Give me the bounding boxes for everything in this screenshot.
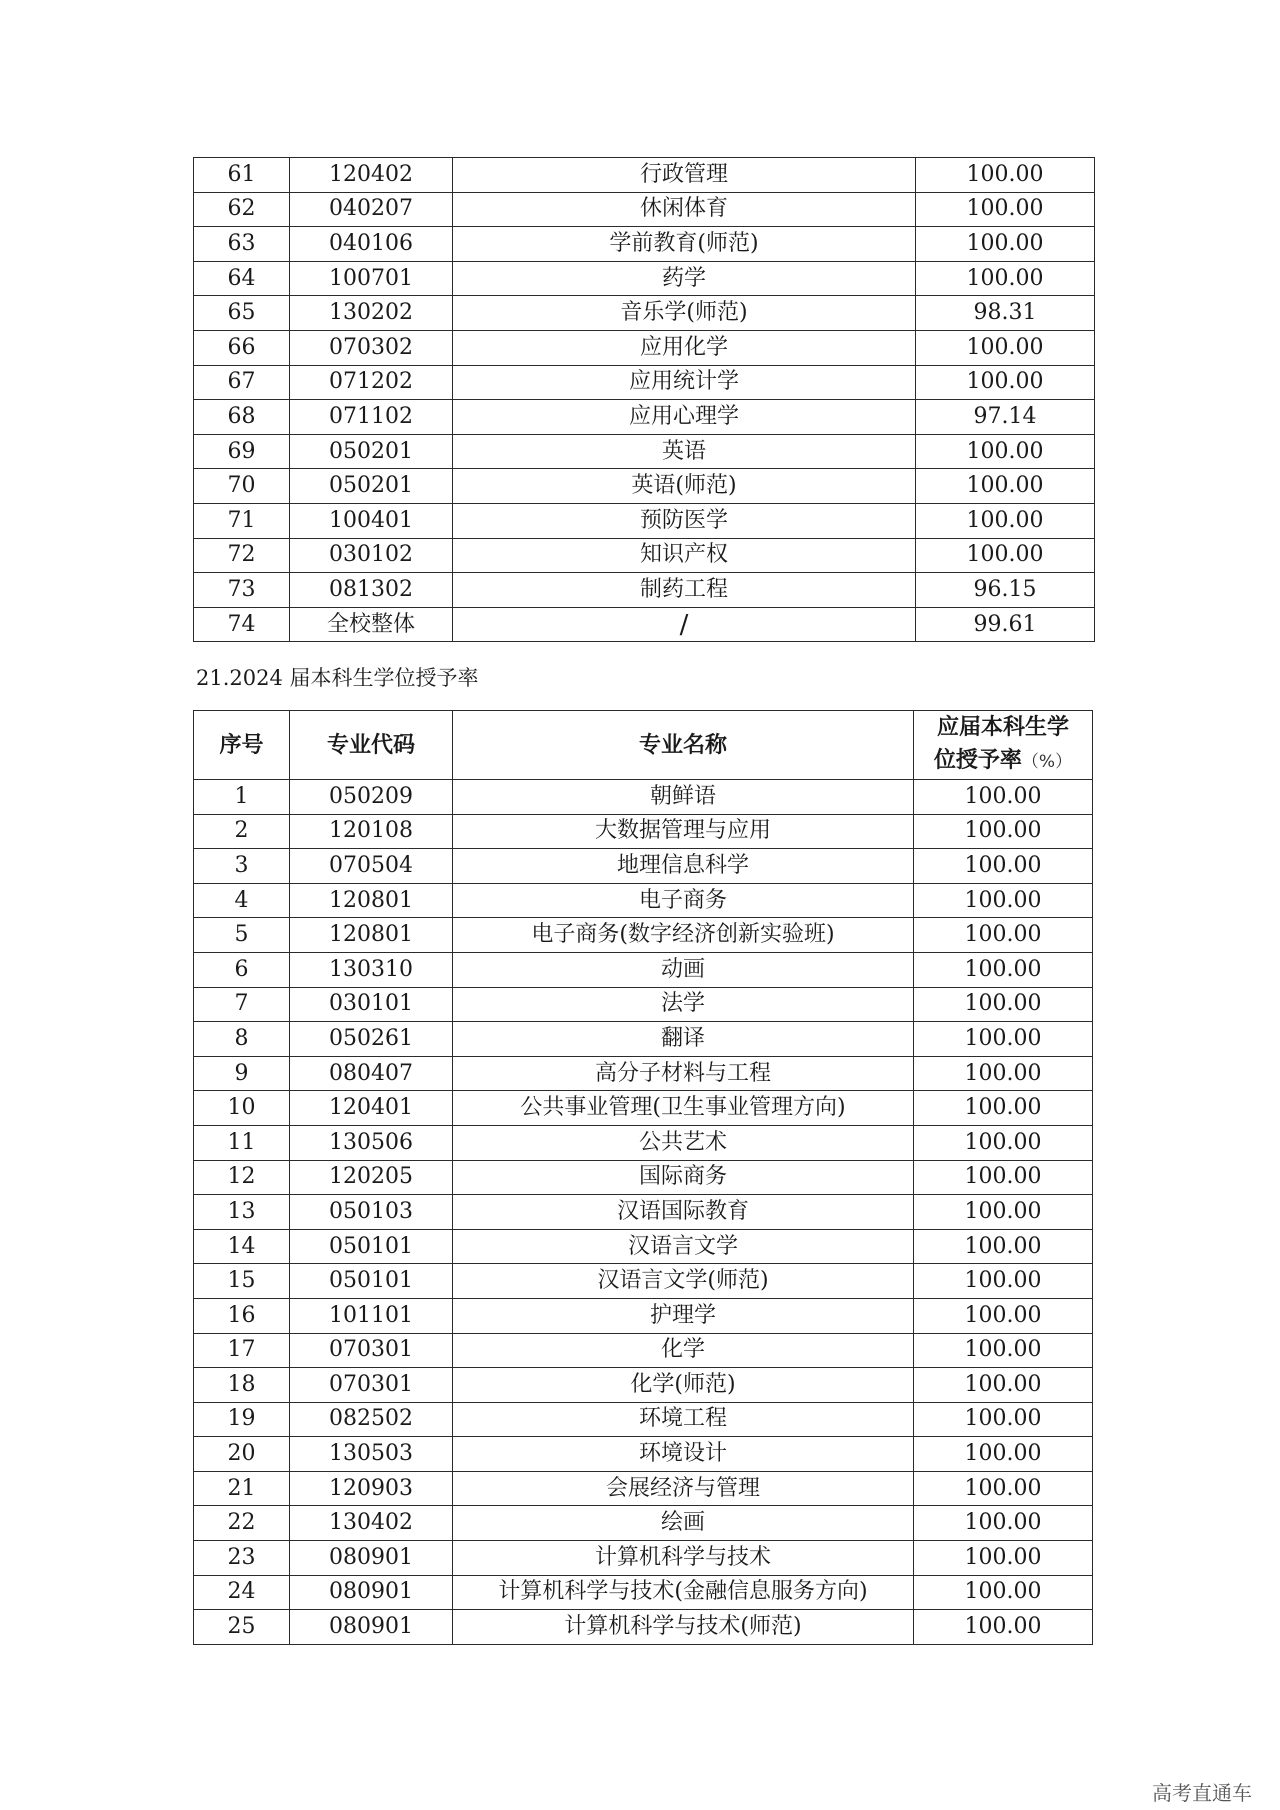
cell-name: 计算机科学与技术(师范)	[453, 1610, 914, 1645]
cell-no: 14	[194, 1229, 290, 1264]
table-row	[194, 400, 1095, 435]
cell-no: 11	[194, 1125, 290, 1160]
cell-rate: 100.00	[914, 1229, 1093, 1264]
cell-no: 2	[194, 814, 290, 849]
cell-name: 电子商务(数字经济创新实验班)	[453, 918, 914, 953]
cell-code: 130402	[290, 1506, 453, 1541]
header-rate-unit: （%）	[1021, 752, 1073, 772]
cell-name: 汉语国际教育	[453, 1195, 914, 1230]
cell-code: 082502	[290, 1402, 453, 1437]
cell-no: 7	[194, 987, 290, 1022]
cell-code: 030101	[290, 987, 453, 1022]
cell-rate: 100.00	[914, 1368, 1093, 1403]
cell-rate: 97.14	[916, 400, 1095, 435]
cell-rate: 100.00	[916, 261, 1095, 296]
cell-rate: 100.00	[914, 780, 1093, 815]
cell-no: 25	[194, 1610, 290, 1645]
previous-table-body	[194, 158, 1095, 642]
cell-code: 050101	[290, 1264, 453, 1299]
cell-name: 动画	[453, 952, 914, 987]
cell-code: 070302	[290, 330, 453, 365]
cell-no: 15	[194, 1264, 290, 1299]
header-row	[194, 711, 1093, 780]
cell-no: 62	[194, 192, 290, 227]
table-row	[194, 1091, 1093, 1126]
table-row	[194, 296, 1095, 331]
cell-code: 030102	[290, 538, 453, 573]
table-row	[194, 434, 1095, 469]
table-row	[194, 330, 1095, 365]
cell-no: 16	[194, 1298, 290, 1333]
header-rate-line2: 位授予率	[933, 748, 1022, 773]
cell-rate: 100.00	[914, 1506, 1093, 1541]
cell-name: 高分子材料与工程	[453, 1056, 914, 1091]
cell-code: 080901	[290, 1575, 453, 1610]
table-row	[194, 1056, 1093, 1091]
cell-code: 050201	[290, 434, 453, 469]
cell-name: 英语(师范)	[453, 469, 916, 504]
cell-no: 3	[194, 849, 290, 884]
cell-code: 130202	[290, 296, 453, 331]
cell-name: 行政管理	[453, 158, 916, 193]
cell-name: 知识产权	[453, 538, 916, 573]
cell-code: 120108	[290, 814, 453, 849]
cell-code: 120801	[290, 883, 453, 918]
cell-name: 国际商务	[453, 1160, 914, 1195]
cell-no: 72	[194, 538, 290, 573]
cell-name: 环境工程	[453, 1402, 914, 1437]
cell-rate: 100.00	[914, 1056, 1093, 1091]
cell-rate: 100.00	[914, 918, 1093, 953]
cell-rate: 100.00	[916, 227, 1095, 262]
cell-name: 计算机科学与技术(金融信息服务方向)	[453, 1575, 914, 1610]
cell-code: 050261	[290, 1022, 453, 1057]
cell-rate: 100.00	[914, 1022, 1093, 1057]
cell-code: 100701	[290, 261, 453, 296]
table-row	[194, 573, 1095, 608]
cell-name: 翻译	[453, 1022, 914, 1057]
cell-no: 6	[194, 952, 290, 987]
cell-name: 地理信息科学	[453, 849, 914, 884]
table-row	[194, 192, 1095, 227]
table-row	[194, 1368, 1093, 1403]
cell-code: 070301	[290, 1333, 453, 1368]
table-row	[194, 1437, 1093, 1472]
cell-name: 汉语言文学	[453, 1229, 914, 1264]
table-row	[194, 780, 1093, 815]
cell-rate: 100.00	[914, 1125, 1093, 1160]
header-rate	[914, 711, 1093, 780]
cell-code: 071102	[290, 400, 453, 435]
total-cell-code: 全校整体	[290, 607, 453, 642]
cell-code: 120205	[290, 1160, 453, 1195]
cell-no: 66	[194, 330, 290, 365]
cell-rate: 100.00	[916, 192, 1095, 227]
cell-name: 应用统计学	[453, 365, 916, 400]
cell-rate: 98.31	[916, 296, 1095, 331]
cell-no: 64	[194, 261, 290, 296]
cell-no: 67	[194, 365, 290, 400]
cell-rate: 100.00	[916, 469, 1095, 504]
header-name: 专业名称	[453, 711, 914, 780]
table-row	[194, 503, 1095, 538]
section-caption: 21.2024 届本科生学位授予率	[196, 666, 479, 690]
cell-code: 070301	[290, 1368, 453, 1403]
cell-no: 1	[194, 780, 290, 815]
cell-no: 13	[194, 1195, 290, 1230]
cell-name: 电子商务	[453, 883, 914, 918]
table-row	[194, 227, 1095, 262]
cell-rate: 100.00	[914, 987, 1093, 1022]
cell-name: 药学	[453, 261, 916, 296]
table-row	[194, 1575, 1093, 1610]
total-cell-rate: 99.61	[916, 607, 1095, 642]
table-row	[194, 1610, 1093, 1645]
cell-name: 大数据管理与应用	[453, 814, 914, 849]
cell-no: 73	[194, 573, 290, 608]
cell-name: 预防医学	[453, 503, 916, 538]
cell-code: 080901	[290, 1610, 453, 1645]
table-row	[194, 1264, 1093, 1299]
cell-no: 70	[194, 469, 290, 504]
cell-code: 120903	[290, 1471, 453, 1506]
cell-code: 050201	[290, 469, 453, 504]
cell-code: 120402	[290, 158, 453, 193]
table-row	[194, 261, 1095, 296]
table-row	[194, 849, 1093, 884]
cell-no: 17	[194, 1333, 290, 1368]
table-row	[194, 1333, 1093, 1368]
cell-rate: 100.00	[914, 1160, 1093, 1195]
cell-code: 120401	[290, 1091, 453, 1126]
cell-code: 050209	[290, 780, 453, 815]
cell-rate: 100.00	[914, 883, 1093, 918]
cell-name: 制药工程	[453, 573, 916, 608]
header-rate-line1: 应届本科生学	[936, 715, 1069, 740]
cell-rate: 100.00	[914, 814, 1093, 849]
table-row	[194, 158, 1095, 193]
cell-no: 20	[194, 1437, 290, 1472]
cell-rate: 96.15	[916, 573, 1095, 608]
cell-name: 公共艺术	[453, 1125, 914, 1160]
table-row	[194, 1125, 1093, 1160]
cell-code: 100401	[290, 503, 453, 538]
table-row	[194, 987, 1093, 1022]
degree-award-rate-table	[193, 710, 1093, 1645]
cell-rate: 100.00	[914, 1333, 1093, 1368]
cell-code: 050101	[290, 1229, 453, 1264]
cell-code: 080407	[290, 1056, 453, 1091]
cell-no: 21	[194, 1471, 290, 1506]
cell-rate: 100.00	[914, 1402, 1093, 1437]
table-row	[194, 1402, 1093, 1437]
cell-rate: 100.00	[916, 365, 1095, 400]
cell-no: 23	[194, 1541, 290, 1576]
cell-rate: 100.00	[916, 158, 1095, 193]
table-row	[194, 538, 1095, 573]
cell-rate: 100.00	[914, 1541, 1093, 1576]
cell-no: 8	[194, 1022, 290, 1057]
cell-code: 071202	[290, 365, 453, 400]
cell-rate: 100.00	[916, 434, 1095, 469]
cell-no: 61	[194, 158, 290, 193]
table-row	[194, 883, 1093, 918]
table-row	[194, 1229, 1093, 1264]
cell-rate: 100.00	[914, 1610, 1093, 1645]
cell-no: 71	[194, 503, 290, 538]
cell-name: 汉语言文学(师范)	[453, 1264, 914, 1299]
table-row	[194, 1471, 1093, 1506]
cell-name: 会展经济与管理	[453, 1471, 914, 1506]
header-code: 专业代码	[290, 711, 453, 780]
cell-no: 4	[194, 883, 290, 918]
table-row	[194, 1022, 1093, 1057]
cell-rate: 100.00	[914, 1437, 1093, 1472]
table-header	[194, 711, 1093, 780]
cell-no: 19	[194, 1402, 290, 1437]
cell-code: 081302	[290, 573, 453, 608]
cell-no: 65	[194, 296, 290, 331]
table-row	[194, 469, 1095, 504]
cell-name: 法学	[453, 987, 914, 1022]
cell-rate: 100.00	[916, 538, 1095, 573]
header-no: 序号	[194, 711, 290, 780]
cell-code: 130310	[290, 952, 453, 987]
table-row	[194, 1298, 1093, 1333]
table-row	[194, 1541, 1093, 1576]
table-row	[194, 1160, 1093, 1195]
table-row	[194, 365, 1095, 400]
cell-rate: 100.00	[914, 1091, 1093, 1126]
cell-no: 22	[194, 1506, 290, 1541]
cell-no: 24	[194, 1575, 290, 1610]
cell-code: 080901	[290, 1541, 453, 1576]
cell-no: 69	[194, 434, 290, 469]
cell-no: 63	[194, 227, 290, 262]
cell-rate: 100.00	[914, 1195, 1093, 1230]
cell-no: 5	[194, 918, 290, 953]
main-table-body	[194, 780, 1093, 1645]
cell-name: 应用心理学	[453, 400, 916, 435]
total-cell-name: /	[453, 607, 916, 642]
cell-code: 040207	[290, 192, 453, 227]
cell-no: 10	[194, 1091, 290, 1126]
cell-name: 音乐学(师范)	[453, 296, 916, 331]
cell-rate: 100.00	[914, 1264, 1093, 1299]
table-row	[194, 918, 1093, 953]
table-row	[194, 1195, 1093, 1230]
table-row	[194, 814, 1093, 849]
cell-name: 朝鲜语	[453, 780, 914, 815]
cell-name: 公共事业管理(卫生事业管理方向)	[453, 1091, 914, 1126]
cell-name: 学前教育(师范)	[453, 227, 916, 262]
cell-code: 070504	[290, 849, 453, 884]
cell-no: 12	[194, 1160, 290, 1195]
cell-rate: 100.00	[916, 503, 1095, 538]
cell-name: 计算机科学与技术	[453, 1541, 914, 1576]
cell-name: 绘画	[453, 1506, 914, 1541]
cell-no: 18	[194, 1368, 290, 1403]
cell-rate: 100.00	[914, 1471, 1093, 1506]
cell-name: 英语	[453, 434, 916, 469]
cell-code: 050103	[290, 1195, 453, 1230]
cell-no: 68	[194, 400, 290, 435]
cell-code: 040106	[290, 227, 453, 262]
cell-rate: 100.00	[914, 1298, 1093, 1333]
cell-code: 130506	[290, 1125, 453, 1160]
cell-code: 130503	[290, 1437, 453, 1472]
total-cell-no: 74	[194, 607, 290, 642]
cell-no: 9	[194, 1056, 290, 1091]
cell-name: 环境设计	[453, 1437, 914, 1472]
cell-name: 化学	[453, 1333, 914, 1368]
cell-rate: 100.00	[914, 1575, 1093, 1610]
cell-rate: 100.00	[914, 952, 1093, 987]
cell-rate: 100.00	[916, 330, 1095, 365]
cell-name: 应用化学	[453, 330, 916, 365]
cell-name: 休闲体育	[453, 192, 916, 227]
table-row	[194, 1506, 1093, 1541]
cell-name: 化学(师范)	[453, 1368, 914, 1403]
total-row	[194, 607, 1095, 642]
cell-code: 101101	[290, 1298, 453, 1333]
cell-rate: 100.00	[914, 849, 1093, 884]
footer-watermark: 高考直通车	[1152, 1781, 1252, 1805]
table-row	[194, 952, 1093, 987]
cell-name: 护理学	[453, 1298, 914, 1333]
previous-page-rate-table	[193, 157, 1095, 642]
cell-code: 120801	[290, 918, 453, 953]
